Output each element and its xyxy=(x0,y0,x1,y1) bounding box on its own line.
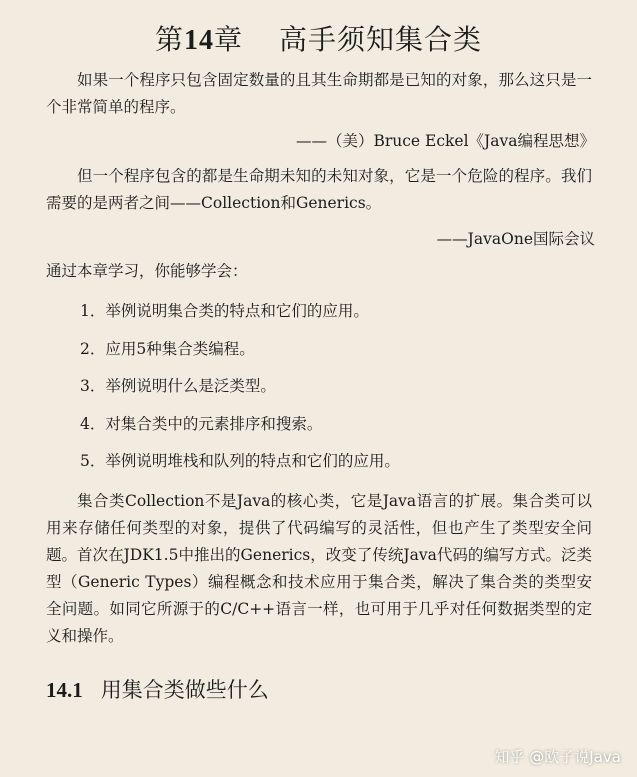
chapter-title xyxy=(0,18,637,58)
objective-item: 4．对集合类中的元素排序和搜索。 xyxy=(80,414,323,433)
chapter-name: 高手须知集合类 xyxy=(279,23,483,56)
chapter-prefix: 第 xyxy=(154,23,184,56)
epigraph-2-source: ——JavaOne国际会议 xyxy=(436,230,595,248)
learning-objectives-list xyxy=(80,298,400,486)
section-heading xyxy=(46,675,269,705)
epigraph-1-text: 如果一个程序只包含固定数量的且其生命期都是已知的对象，那么这只是一个非常简单的程序。 xyxy=(46,71,592,116)
objective-item: 3．举例说明什么是泛类型。 xyxy=(80,377,276,395)
source-watermark: 知乎 @欧子说Java xyxy=(494,748,621,766)
chapter-suffix: 章 xyxy=(213,23,243,56)
section-title: 用集合类做些什么 xyxy=(100,678,269,702)
objective-item: 2．应用5种集合类编程。 xyxy=(80,339,255,358)
epigraph-2-text: 但一个程序包含的都是生命期未知的未知对象，它是一个危险的程序。我们需要的是两者之间——Collection和Generics。 xyxy=(46,167,592,212)
chapter-number: 14 xyxy=(183,25,214,56)
objective-item: 5．举例说明堆栈和队列的特点和它们的应用。 xyxy=(80,452,400,470)
objective-item: 1．举例说明集合类的特点和它们的应用。 xyxy=(80,302,369,320)
intro-paragraph: 集合类Collection不是Java的核心类，它是Java语言的扩展。集合类可以用来存储任何类型的对象，提供了代码编写的灵活性，但也产生了类型安全问题。首次在JDK1.5中推出的Generics，改变了传统Java代码的编写方式。泛类型（Generic Types）编程概念和技术应用于集合类，解决了集合类的类型安全问题。如同它所源于的C/C++语言一样，也可用于几乎对任何数据类型的定义和操作。 xyxy=(46,492,592,645)
epigraph-1-source: ——（美）Bruce Eckel《Java编程思想》 xyxy=(295,132,595,150)
section-number: 14.1 xyxy=(46,678,83,702)
learning-objectives-lead: 通过本章学习，你能够学会： xyxy=(46,262,248,280)
